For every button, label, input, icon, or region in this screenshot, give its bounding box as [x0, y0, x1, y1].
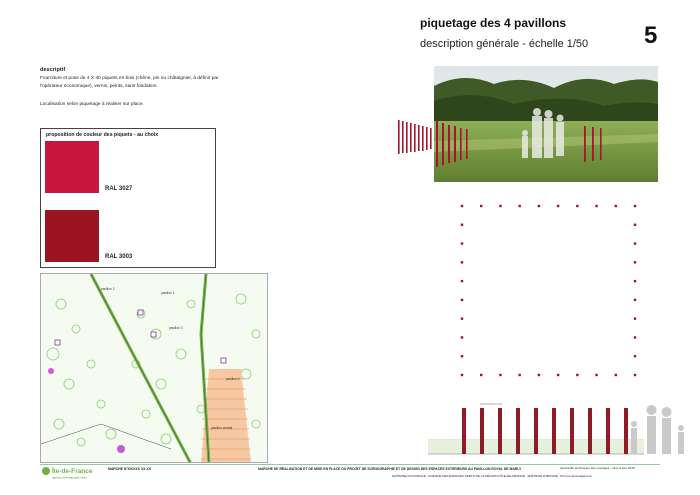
- stake-marker: [518, 374, 520, 376]
- stake-marker: [576, 205, 578, 207]
- stake-marker: [634, 317, 636, 319]
- map-label: pavillon 4: [226, 377, 240, 381]
- stake-row-perspective: [396, 118, 436, 158]
- stake-marker: [595, 205, 597, 207]
- description-location: Localisation selon piquetage à réaliser sur place.: [40, 102, 144, 107]
- color-swatch-ral-3003: [45, 210, 99, 262]
- stake-marker: [480, 205, 482, 207]
- footer-project: MARCHÉ DE RÉALISATION ET DE MISE EN PLACE DU PROJET DE SCÉNOGRAPHIE ET DE DESIGN DES ESPACES EXTÉRIEURS AU PAVILLON ROYAL DE MARLY: [258, 467, 522, 471]
- stake-marker: [557, 374, 559, 376]
- stake-marker: [461, 299, 463, 301]
- stake-marker: [461, 336, 463, 338]
- stake-marker: [538, 374, 540, 376]
- stake-marker: [480, 374, 482, 376]
- iledefrance-logo: [40, 465, 96, 481]
- stake-marker: [499, 374, 501, 376]
- stake-marker: [557, 205, 559, 207]
- stake-marker: [634, 224, 636, 226]
- site-map-drawing: [41, 274, 268, 463]
- stake-marker: [461, 205, 463, 207]
- stake-marker: [634, 242, 636, 244]
- map-label: pavillon 3: [169, 326, 183, 330]
- description-body: Fourniture et pose de 4 X 40 piquets en bois (chêne, pin ou châtaignier, à définir par l'opérateur économique), vernis, peints, sans fondation.: [40, 76, 219, 89]
- footer-owner: MAÎTRISE D'OUVRAGE : AGENCE DES ESPACES VERTS DE LA RÉGION D'ÎLE-DE-FRANCE - MAÎTRISE D'ŒUVRE : Prior'ce Aménagement: [392, 474, 592, 478]
- map-label: pavillon 2: [101, 287, 115, 291]
- color-swatch-ral-3027: [45, 141, 99, 193]
- stake-marker: [634, 299, 636, 301]
- stake-marker: [461, 355, 463, 357]
- svg-text:Île-de-France: Île-de-France: [52, 468, 93, 475]
- footer-market-number: MARCHÉ N°XX/XXX XX-XX: [108, 467, 151, 471]
- site-photo: [434, 66, 658, 182]
- color-swatch-label: RAL 3003: [105, 254, 133, 260]
- footer-document: descriptifs techniques des ouvrages - mise à jour 2019: [560, 466, 635, 470]
- map-label: pavillon 1: [161, 291, 175, 295]
- stake-marker: [461, 317, 463, 319]
- stake-marker: [499, 205, 501, 207]
- stake-marker: [595, 374, 597, 376]
- color-proposal-title: proposition de couleur des piquets - au choix: [46, 132, 159, 138]
- svg-text:agence des espaces verts: agence des espaces verts: [52, 475, 87, 480]
- stake-marker: [615, 374, 617, 376]
- stake-marker: [634, 280, 636, 282]
- page-title: piquetage des 4 pavillons: [420, 16, 567, 30]
- stake-marker: [634, 261, 636, 263]
- stake-marker: [634, 355, 636, 357]
- map-label: pavillon central: [211, 426, 233, 430]
- stake-plan-view: [455, 200, 645, 382]
- stake-marker: [576, 374, 578, 376]
- stake-marker: [634, 374, 636, 376]
- stake-marker: [615, 205, 617, 207]
- color-swatch-label: RAL 3027: [105, 186, 133, 192]
- site-photo-montage: [434, 66, 658, 182]
- stake-elevation-view: [428, 398, 700, 460]
- stake-marker: [538, 205, 540, 207]
- stake-marker: [461, 224, 463, 226]
- footer-rule: [40, 464, 660, 465]
- stake-marker: [461, 242, 463, 244]
- stake-marker: [634, 336, 636, 338]
- page-number: 5: [644, 22, 658, 49]
- stake-marker: [461, 280, 463, 282]
- stake-marker: [634, 205, 636, 207]
- stake-marker: [518, 205, 520, 207]
- page-subtitle: description générale - échelle 1/50: [420, 38, 589, 50]
- description-heading: descriptif: [40, 67, 66, 73]
- stake-marker: [461, 261, 463, 263]
- site-map: [40, 273, 268, 463]
- stake-marker: [461, 374, 463, 376]
